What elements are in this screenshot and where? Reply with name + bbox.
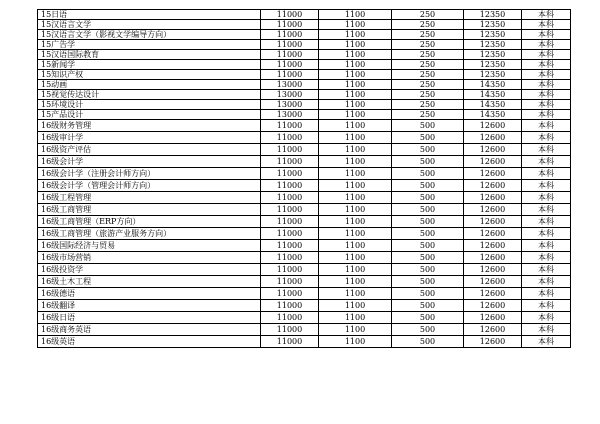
major-name-cell: 16级德语 <box>38 288 261 300</box>
accommodation-cell: 1100 <box>319 132 392 144</box>
major-name-cell: 16级土木工程 <box>38 276 261 288</box>
tuition-cell: 11000 <box>261 204 319 216</box>
accommodation-cell: 1100 <box>319 120 392 132</box>
table-row <box>38 100 571 110</box>
total-cell: 12600 <box>464 120 522 132</box>
table-row <box>38 252 571 264</box>
total-cell: 12600 <box>464 204 522 216</box>
level-cell: 本科 <box>522 276 571 288</box>
level-cell: 本科 <box>522 336 571 348</box>
total-cell: 12600 <box>464 264 522 276</box>
table-row <box>38 132 571 144</box>
table-row <box>38 110 571 120</box>
major-name-cell: 16级市场营销 <box>38 252 261 264</box>
table-row <box>38 216 571 228</box>
major-name-cell: 16级英语 <box>38 336 261 348</box>
major-name-cell: 16级工商管理（旅游产业服务方向） <box>38 228 261 240</box>
other-fee-cell: 250 <box>392 70 464 80</box>
accommodation-cell: 1100 <box>319 216 392 228</box>
tuition-cell: 11000 <box>261 168 319 180</box>
other-fee-cell: 500 <box>392 132 464 144</box>
tuition-cell: 11000 <box>261 60 319 70</box>
fee-table-body <box>38 10 571 348</box>
total-cell: 12600 <box>464 216 522 228</box>
level-cell: 本科 <box>522 120 571 132</box>
level-cell: 本科 <box>522 40 571 50</box>
tuition-cell: 11000 <box>261 264 319 276</box>
major-name-cell: 15动画 <box>38 80 261 90</box>
tuition-cell: 11000 <box>261 324 319 336</box>
table-row <box>38 30 571 40</box>
other-fee-cell: 250 <box>392 110 464 120</box>
total-cell: 12600 <box>464 288 522 300</box>
fee-table <box>37 9 571 348</box>
accommodation-cell: 1100 <box>319 70 392 80</box>
accommodation-cell: 1100 <box>319 228 392 240</box>
accommodation-cell: 1100 <box>319 20 392 30</box>
level-cell: 本科 <box>522 20 571 30</box>
tuition-cell: 11000 <box>261 288 319 300</box>
total-cell: 12350 <box>464 50 522 60</box>
level-cell: 本科 <box>522 132 571 144</box>
table-row <box>38 60 571 70</box>
major-name-cell: 16级会计学（注册会计师方向） <box>38 168 261 180</box>
table-row <box>38 10 571 20</box>
level-cell: 本科 <box>522 30 571 40</box>
total-cell: 14350 <box>464 110 522 120</box>
other-fee-cell: 250 <box>392 10 464 20</box>
total-cell: 12600 <box>464 132 522 144</box>
other-fee-cell: 500 <box>392 276 464 288</box>
major-name-cell: 15视觉传达设计 <box>38 90 261 100</box>
accommodation-cell: 1100 <box>319 240 392 252</box>
accommodation-cell: 1100 <box>319 50 392 60</box>
accommodation-cell: 1100 <box>319 276 392 288</box>
level-cell: 本科 <box>522 10 571 20</box>
table-row <box>38 276 571 288</box>
table-row <box>38 204 571 216</box>
major-name-cell: 15汉语言文学（影视文学编导方向） <box>38 30 261 40</box>
level-cell: 本科 <box>522 324 571 336</box>
accommodation-cell: 1100 <box>319 90 392 100</box>
other-fee-cell: 500 <box>392 156 464 168</box>
tuition-cell: 11000 <box>261 276 319 288</box>
level-cell: 本科 <box>522 90 571 100</box>
level-cell: 本科 <box>522 60 571 70</box>
total-cell: 12350 <box>464 70 522 80</box>
total-cell: 12600 <box>464 180 522 192</box>
other-fee-cell: 500 <box>392 300 464 312</box>
tuition-cell: 11000 <box>261 228 319 240</box>
total-cell: 12600 <box>464 252 522 264</box>
other-fee-cell: 500 <box>392 312 464 324</box>
other-fee-cell: 500 <box>392 120 464 132</box>
major-name-cell: 15日语 <box>38 10 261 20</box>
level-cell: 本科 <box>522 228 571 240</box>
total-cell: 12600 <box>464 168 522 180</box>
tuition-cell: 11000 <box>261 10 319 20</box>
table-row <box>38 168 571 180</box>
table-row <box>38 144 571 156</box>
table-row <box>38 80 571 90</box>
total-cell: 12350 <box>464 20 522 30</box>
other-fee-cell: 500 <box>392 180 464 192</box>
other-fee-cell: 250 <box>392 40 464 50</box>
major-name-cell: 16级会计学 <box>38 156 261 168</box>
tuition-cell: 13000 <box>261 100 319 110</box>
major-name-cell: 16级国际经济与贸易 <box>38 240 261 252</box>
level-cell: 本科 <box>522 252 571 264</box>
table-row <box>38 120 571 132</box>
tuition-cell: 11000 <box>261 180 319 192</box>
total-cell: 12600 <box>464 300 522 312</box>
major-name-cell: 16级财务管理 <box>38 120 261 132</box>
level-cell: 本科 <box>522 204 571 216</box>
total-cell: 12350 <box>464 60 522 70</box>
table-row <box>38 50 571 60</box>
table-row <box>38 156 571 168</box>
accommodation-cell: 1100 <box>319 288 392 300</box>
tuition-cell: 11000 <box>261 336 319 348</box>
level-cell: 本科 <box>522 50 571 60</box>
other-fee-cell: 250 <box>392 80 464 90</box>
tuition-cell: 11000 <box>261 300 319 312</box>
table-row <box>38 300 571 312</box>
total-cell: 12350 <box>464 40 522 50</box>
other-fee-cell: 500 <box>392 336 464 348</box>
tuition-cell: 11000 <box>261 156 319 168</box>
other-fee-cell: 250 <box>392 100 464 110</box>
accommodation-cell: 1100 <box>319 10 392 20</box>
major-name-cell: 16级翻译 <box>38 300 261 312</box>
other-fee-cell: 500 <box>392 204 464 216</box>
total-cell: 12600 <box>464 156 522 168</box>
total-cell: 12350 <box>464 10 522 20</box>
level-cell: 本科 <box>522 168 571 180</box>
table-row <box>38 20 571 30</box>
tuition-cell: 11000 <box>261 252 319 264</box>
accommodation-cell: 1100 <box>319 156 392 168</box>
level-cell: 本科 <box>522 264 571 276</box>
total-cell: 14350 <box>464 80 522 90</box>
major-name-cell: 15汉语言文学 <box>38 20 261 30</box>
major-name-cell: 16级工商管理（ERP方向） <box>38 216 261 228</box>
total-cell: 12600 <box>464 324 522 336</box>
level-cell: 本科 <box>522 312 571 324</box>
tuition-cell: 11000 <box>261 192 319 204</box>
level-cell: 本科 <box>522 100 571 110</box>
table-row <box>38 228 571 240</box>
level-cell: 本科 <box>522 192 571 204</box>
level-cell: 本科 <box>522 300 571 312</box>
other-fee-cell: 500 <box>392 168 464 180</box>
table-row <box>38 312 571 324</box>
total-cell: 12350 <box>464 30 522 40</box>
total-cell: 14350 <box>464 100 522 110</box>
tuition-cell: 11000 <box>261 70 319 80</box>
other-fee-cell: 500 <box>392 288 464 300</box>
other-fee-cell: 500 <box>392 228 464 240</box>
tuition-cell: 11000 <box>261 20 319 30</box>
other-fee-cell: 500 <box>392 324 464 336</box>
accommodation-cell: 1100 <box>319 300 392 312</box>
major-name-cell: 16级商务英语 <box>38 324 261 336</box>
accommodation-cell: 1100 <box>319 180 392 192</box>
tuition-cell: 13000 <box>261 80 319 90</box>
other-fee-cell: 500 <box>392 216 464 228</box>
tuition-cell: 11000 <box>261 50 319 60</box>
accommodation-cell: 1100 <box>319 80 392 90</box>
level-cell: 本科 <box>522 70 571 80</box>
level-cell: 本科 <box>522 288 571 300</box>
other-fee-cell: 250 <box>392 60 464 70</box>
major-name-cell: 16级工程管理 <box>38 192 261 204</box>
accommodation-cell: 1100 <box>319 264 392 276</box>
level-cell: 本科 <box>522 240 571 252</box>
level-cell: 本科 <box>522 180 571 192</box>
major-name-cell: 16级投资学 <box>38 264 261 276</box>
tuition-cell: 13000 <box>261 110 319 120</box>
tuition-cell: 11000 <box>261 240 319 252</box>
accommodation-cell: 1100 <box>319 204 392 216</box>
table-row <box>38 90 571 100</box>
tuition-cell: 11000 <box>261 30 319 40</box>
total-cell: 12600 <box>464 240 522 252</box>
tuition-cell: 11000 <box>261 144 319 156</box>
table-row <box>38 180 571 192</box>
table-row <box>38 264 571 276</box>
level-cell: 本科 <box>522 156 571 168</box>
other-fee-cell: 500 <box>392 240 464 252</box>
total-cell: 12600 <box>464 192 522 204</box>
accommodation-cell: 1100 <box>319 168 392 180</box>
accommodation-cell: 1100 <box>319 110 392 120</box>
major-name-cell: 16级会计学（管理会计师方向） <box>38 180 261 192</box>
major-name-cell: 15环境设计 <box>38 100 261 110</box>
accommodation-cell: 1100 <box>319 252 392 264</box>
other-fee-cell: 250 <box>392 50 464 60</box>
accommodation-cell: 1100 <box>319 60 392 70</box>
table-row <box>38 336 571 348</box>
major-name-cell: 16级审计学 <box>38 132 261 144</box>
tuition-cell: 11000 <box>261 312 319 324</box>
accommodation-cell: 1100 <box>319 324 392 336</box>
other-fee-cell: 500 <box>392 144 464 156</box>
other-fee-cell: 500 <box>392 192 464 204</box>
level-cell: 本科 <box>522 144 571 156</box>
other-fee-cell: 500 <box>392 252 464 264</box>
total-cell: 12600 <box>464 312 522 324</box>
table-row <box>38 324 571 336</box>
tuition-cell: 13000 <box>261 90 319 100</box>
tuition-cell: 11000 <box>261 120 319 132</box>
table-row <box>38 40 571 50</box>
other-fee-cell: 250 <box>392 20 464 30</box>
tuition-cell: 11000 <box>261 132 319 144</box>
major-name-cell: 16级工商管理 <box>38 204 261 216</box>
accommodation-cell: 1100 <box>319 40 392 50</box>
accommodation-cell: 1100 <box>319 312 392 324</box>
total-cell: 12600 <box>464 336 522 348</box>
major-name-cell: 15知识产权 <box>38 70 261 80</box>
tuition-cell: 11000 <box>261 216 319 228</box>
total-cell: 12600 <box>464 144 522 156</box>
accommodation-cell: 1100 <box>319 100 392 110</box>
other-fee-cell: 500 <box>392 264 464 276</box>
major-name-cell: 15汉语国际教育 <box>38 50 261 60</box>
level-cell: 本科 <box>522 110 571 120</box>
other-fee-cell: 250 <box>392 90 464 100</box>
major-name-cell: 15产品设计 <box>38 110 261 120</box>
tuition-cell: 11000 <box>261 40 319 50</box>
accommodation-cell: 1100 <box>319 30 392 40</box>
total-cell: 12600 <box>464 276 522 288</box>
level-cell: 本科 <box>522 80 571 90</box>
table-row <box>38 288 571 300</box>
other-fee-cell: 250 <box>392 30 464 40</box>
table-row <box>38 70 571 80</box>
major-name-cell: 16级资产评估 <box>38 144 261 156</box>
table-row <box>38 192 571 204</box>
major-name-cell: 15广告学 <box>38 40 261 50</box>
total-cell: 14350 <box>464 90 522 100</box>
accommodation-cell: 1100 <box>319 336 392 348</box>
accommodation-cell: 1100 <box>319 144 392 156</box>
major-name-cell: 16级日语 <box>38 312 261 324</box>
table-row <box>38 240 571 252</box>
major-name-cell: 15新闻学 <box>38 60 261 70</box>
accommodation-cell: 1100 <box>319 192 392 204</box>
fee-table-sheet <box>37 9 570 348</box>
total-cell: 12600 <box>464 228 522 240</box>
level-cell: 本科 <box>522 216 571 228</box>
